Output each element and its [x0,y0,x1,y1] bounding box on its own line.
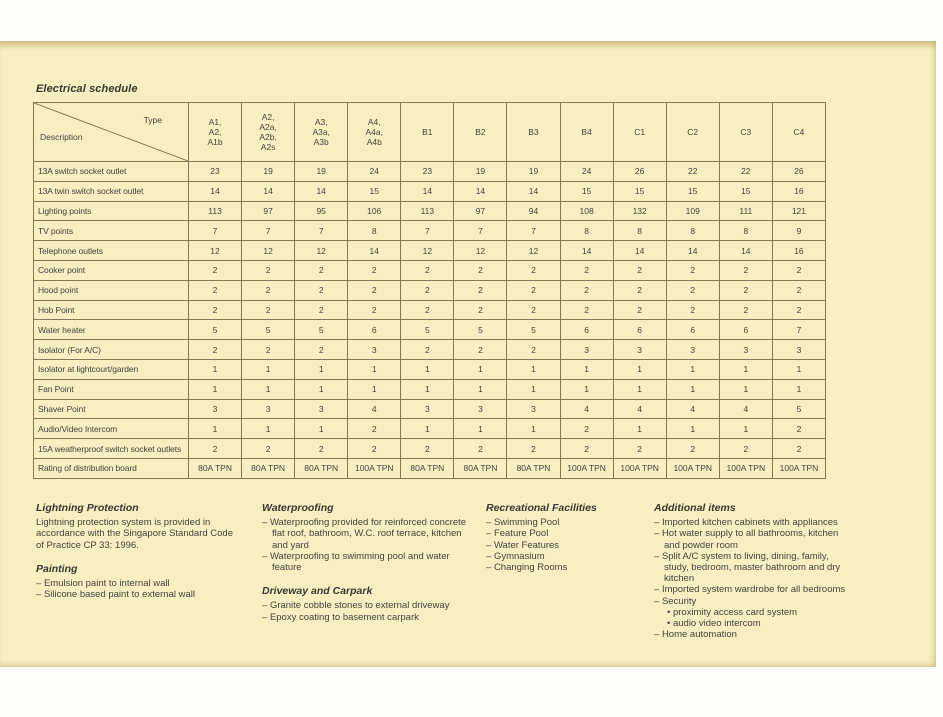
cell-value: 19 [242,162,295,182]
cell-value: 2 [613,439,666,459]
electrical-schedule-table [33,102,826,479]
section-heading-waterproofing: Waterproofing [262,502,334,514]
cell-value: 1 [348,379,401,399]
cell-value: 2 [401,439,454,459]
cell-value: 1 [666,379,719,399]
cell-value: 2 [454,300,507,320]
cell-value: 8 [348,221,401,241]
table-body [34,162,826,479]
list-item: – Imported kitchen cabinets with appliances [654,517,854,528]
cell-value: 2 [401,340,454,360]
cell-value: 12 [507,241,560,261]
row-label: Hood point [34,280,189,300]
table-row [34,458,826,478]
cell-value: 14 [666,241,719,261]
cell-value: 121 [772,201,825,221]
column-header: C1 [613,103,666,162]
list-item: – Swimming Pool [486,517,646,528]
cell-value: 8 [666,221,719,241]
cell-value: 9 [772,221,825,241]
cell-value: 100A TPN [560,458,613,478]
cell-value: 100A TPN [772,458,825,478]
cell-value: 109 [666,201,719,221]
scanned-page [0,41,936,667]
cell-value: 5 [295,320,348,340]
table-row [34,300,826,320]
table-row [34,201,826,221]
cell-value: 6 [348,320,401,340]
cell-value: 2 [666,280,719,300]
cell-value: 2 [242,260,295,280]
cell-value: 7 [401,221,454,241]
cell-value: 2 [613,300,666,320]
cell-value: 2 [454,340,507,360]
cell-value: 2 [507,280,560,300]
cell-value: 1 [295,419,348,439]
row-label: 15A weatherproof switch socket outlets [34,439,189,459]
cell-value: 113 [401,201,454,221]
column-header: C2 [666,103,719,162]
cell-value: 2 [507,300,560,320]
cell-value: 2 [772,280,825,300]
cell-value: 2 [189,439,242,459]
cell-value: 12 [242,241,295,261]
cell-value: 22 [719,162,772,182]
table-row [34,280,826,300]
table-row [34,320,826,340]
row-label: Audio/Video Intercom [34,419,189,439]
cell-value: 1 [189,419,242,439]
cell-value: 100A TPN [348,458,401,478]
cell-value: 2 [507,439,560,459]
cell-value: 7 [454,221,507,241]
cell-value: 23 [189,162,242,182]
cell-value: 108 [560,201,613,221]
cell-value: 95 [295,201,348,221]
cell-value: 106 [348,201,401,221]
row-label: Isolator at lightcourt/garden [34,359,189,379]
cell-value: 1 [401,359,454,379]
cell-value: 2 [189,300,242,320]
cell-value: 2 [348,260,401,280]
cell-value: 2 [454,439,507,459]
column-header: B3 [507,103,560,162]
section-heading-painting: Painting [36,562,78,575]
cell-value: 1 [719,379,772,399]
cell-value: 7 [772,320,825,340]
cell-value: 1 [189,379,242,399]
cell-value: 94 [507,201,560,221]
cell-value: 100A TPN [719,458,772,478]
list-item: – Waterproofing to swimming pool and water feature [262,551,468,573]
cell-value: 1 [666,359,719,379]
section-column-4 [654,503,854,640]
cell-value: 12 [295,241,348,261]
cell-value: 2 [295,340,348,360]
column-header: B1 [401,103,454,162]
cell-value: 2 [560,419,613,439]
cell-value: 2 [242,439,295,459]
cell-value: 3 [189,399,242,419]
cell-value: 2 [401,300,454,320]
list-item: – Split A/C system to living, dining, family, study, bedroom, master bathroom and dry kitchen [654,551,854,585]
cell-value: 2 [295,439,348,459]
cell-value: 14 [189,181,242,201]
cell-value: 1 [666,419,719,439]
cell-value: 1 [507,359,560,379]
cell-value: 4 [348,399,401,419]
cell-value: 23 [401,162,454,182]
cell-value: 3 [401,399,454,419]
list-item: – Epoxy coating to basement carpark [262,612,468,623]
cell-value: 1 [348,359,401,379]
cell-value: 15 [666,181,719,201]
cell-value: 14 [613,241,666,261]
cell-value: 1 [560,379,613,399]
row-label: Rating of distribution board [34,458,189,478]
cell-value: 2 [772,300,825,320]
cell-value: 24 [560,162,613,182]
cell-value: 14 [348,241,401,261]
cell-value: 26 [613,162,666,182]
column-header: C3 [719,103,772,162]
cell-value: 2 [242,280,295,300]
list-item: – Imported system wardrobe for all bedrooms [654,584,854,595]
row-label: 13A switch socket outlet [34,162,189,182]
cell-value: 2 [666,439,719,459]
cell-value: 2 [719,300,772,320]
cell-value: 3 [613,340,666,360]
cell-value: 3 [295,399,348,419]
table-row [34,181,826,201]
cell-value: 1 [507,379,560,399]
cell-value: 5 [189,320,242,340]
cell-value: 80A TPN [507,458,560,478]
row-label: TV points [34,221,189,241]
page-title: Electrical schedule [36,83,138,95]
cell-value: 132 [613,201,666,221]
cell-value: 3 [560,340,613,360]
cell-value: 16 [772,181,825,201]
cell-value: 8 [560,221,613,241]
cell-value: 12 [454,241,507,261]
cell-value: 97 [242,201,295,221]
cell-value: 16 [772,241,825,261]
cell-value: 8 [719,221,772,241]
cell-value: 1 [401,419,454,439]
cell-value: 80A TPN [242,458,295,478]
table-header [34,103,826,162]
section-column-2 [262,503,468,623]
section-heading-driveway-and-carpark: Driveway and Carpark [262,585,373,598]
cell-value: 3 [719,340,772,360]
cell-value: 2 [348,300,401,320]
cell-value: 4 [613,399,666,419]
cell-value: 2 [613,280,666,300]
cell-value: 5 [507,320,560,340]
cell-value: 2 [613,260,666,280]
cell-value: 2 [507,260,560,280]
cell-value: 2 [666,260,719,280]
section-heading-additional-items: Additional items [654,502,736,514]
cell-value: 2 [772,260,825,280]
table-row [34,399,826,419]
cell-value: 4 [560,399,613,419]
cell-value: 2 [348,419,401,439]
cell-value: 2 [772,419,825,439]
cell-value: 2 [719,260,772,280]
cell-value: 15 [613,181,666,201]
table-row [34,419,826,439]
sub-list-item: • proximity access card system [654,607,854,618]
cell-value: 19 [454,162,507,182]
cell-value: 14 [242,181,295,201]
cell-value: 2 [560,280,613,300]
cell-value: 5 [772,399,825,419]
cell-value: 15 [719,181,772,201]
table-row [34,241,826,261]
cell-value: 2 [401,280,454,300]
cell-value: 1 [560,359,613,379]
cell-value: 2 [348,280,401,300]
cell-value: 2 [772,439,825,459]
cell-value: 3 [507,399,560,419]
section-column-3 [486,503,646,573]
cell-value: 5 [454,320,507,340]
list-item: – Emulsion paint to internal wall [36,578,236,589]
cell-value: 100A TPN [666,458,719,478]
cell-value: 2 [242,340,295,360]
cell-value: 12 [189,241,242,261]
cell-value: 2 [454,280,507,300]
type-axis-label: Type [143,115,162,125]
list-item: – Waterproofing provided for reinforced concrete flat roof, bathroom, W.C. roof terrace, kitchen and yard [262,517,468,551]
table-row [34,359,826,379]
cell-value: 1 [242,419,295,439]
cell-value: 3 [242,399,295,419]
list-item: – Hot water supply to all bathrooms, kitchen and powder room [654,528,854,550]
cell-value: 5 [242,320,295,340]
list-item: – Security [654,596,854,607]
table-row [34,379,826,399]
description-axis-label: Description [40,132,83,142]
cell-value: 1 [454,359,507,379]
cell-value: 1 [613,379,666,399]
cell-value: 2 [719,439,772,459]
cell-value: 7 [507,221,560,241]
sub-list-item: • audio video intercom [654,618,854,629]
cell-value: 1 [454,419,507,439]
cell-value: 3 [772,340,825,360]
cell-value: 1 [295,359,348,379]
cell-value: 24 [348,162,401,182]
table-header-row [34,103,826,162]
cell-value: 1 [719,419,772,439]
cell-value: 2 [189,340,242,360]
list-item: – Feature Pool [486,528,646,539]
cell-value: 6 [719,320,772,340]
column-header: A4, A4a, A4b [348,103,401,162]
cell-value: 14 [454,181,507,201]
cell-value: 111 [719,201,772,221]
cell-value: 100A TPN [613,458,666,478]
cell-value: 5 [401,320,454,340]
cell-value: 26 [772,162,825,182]
column-header: B4 [560,103,613,162]
cell-value: 6 [560,320,613,340]
table-row [34,260,826,280]
cell-value: 1 [189,359,242,379]
list-item: – Water Features [486,540,646,551]
cell-value: 2 [295,280,348,300]
section-paragraph: Lightning protection system is provided in accordance with the Singapore Standard Code of Practice CP 33: 1996. [36,517,233,551]
row-label: Cooker point [34,260,189,280]
cell-value: 80A TPN [454,458,507,478]
row-label: Lighting points [34,201,189,221]
section-heading-recreational-facilities: Recreational Facilities [486,502,597,514]
cell-value: 4 [719,399,772,419]
cell-value: 2 [242,300,295,320]
cell-value: 4 [666,399,719,419]
cell-value: 3 [454,399,507,419]
cell-value: 14 [560,241,613,261]
section-column-1 [36,503,236,600]
cell-value: 6 [613,320,666,340]
table-row [34,221,826,241]
table-row [34,162,826,182]
row-label: Shaver Point [34,399,189,419]
cell-value: 2 [560,300,613,320]
list-item: – Gymnasium [486,551,646,562]
cell-value: 15 [348,181,401,201]
cell-value: 113 [189,201,242,221]
row-label: Telephone outlets [34,241,189,261]
cell-value: 22 [666,162,719,182]
column-header: A2, A2a, A2b, A2s [242,103,295,162]
cell-value: 1 [772,359,825,379]
cell-value: 80A TPN [401,458,454,478]
column-header: C4 [772,103,825,162]
cell-value: 7 [295,221,348,241]
cell-value: 2 [454,260,507,280]
cell-value: 19 [295,162,348,182]
list-item: – Silicone based paint to external wall [36,589,236,600]
row-label: Isolator (For A/C) [34,340,189,360]
cell-value: 8 [613,221,666,241]
cell-value: 1 [454,379,507,399]
cell-value: 1 [295,379,348,399]
cell-value: 2 [348,439,401,459]
row-label: Fan Point [34,379,189,399]
cell-value: 2 [666,300,719,320]
cell-value: 14 [295,181,348,201]
cell-value: 3 [348,340,401,360]
list-item: – Changing Rooms [486,562,646,573]
cell-value: 2 [507,340,560,360]
cell-value: 2 [560,439,613,459]
cell-value: 3 [666,340,719,360]
cell-value: 1 [613,359,666,379]
cell-value: 7 [242,221,295,241]
cell-value: 1 [613,419,666,439]
cell-value: 7 [189,221,242,241]
cell-value: 2 [295,300,348,320]
cell-value: 2 [189,260,242,280]
cell-value: 2 [401,260,454,280]
cell-value: 1 [242,379,295,399]
cell-value: 19 [507,162,560,182]
row-label: Hob Point [34,300,189,320]
cell-value: 1 [772,379,825,399]
cell-value: 14 [719,241,772,261]
list-item: – Home automation [654,629,854,640]
cell-value: 15 [560,181,613,201]
row-label: Water heater [34,320,189,340]
section-heading-lightning-protection: Lightning Protection [36,502,139,514]
table-corner-cell [34,103,189,162]
cell-value: 2 [295,260,348,280]
column-header: B2 [454,103,507,162]
cell-value: 6 [666,320,719,340]
cell-value: 2 [560,260,613,280]
cell-value: 80A TPN [189,458,242,478]
cell-value: 1 [401,379,454,399]
row-label: 13A twin switch socket outlet [34,181,189,201]
cell-value: 1 [242,359,295,379]
column-header: A1, A2, A1b [189,103,242,162]
cell-value: 80A TPN [295,458,348,478]
cell-value: 2 [719,280,772,300]
cell-value: 2 [189,280,242,300]
table-row [34,340,826,360]
cell-value: 97 [454,201,507,221]
cell-value: 12 [401,241,454,261]
cell-value: 1 [507,419,560,439]
cell-value: 1 [719,359,772,379]
cell-value: 14 [401,181,454,201]
column-header: A3, A3a, A3b [295,103,348,162]
cell-value: 14 [507,181,560,201]
table-row [34,439,826,459]
list-item: – Granite cobble stones to external driveway [262,600,468,611]
